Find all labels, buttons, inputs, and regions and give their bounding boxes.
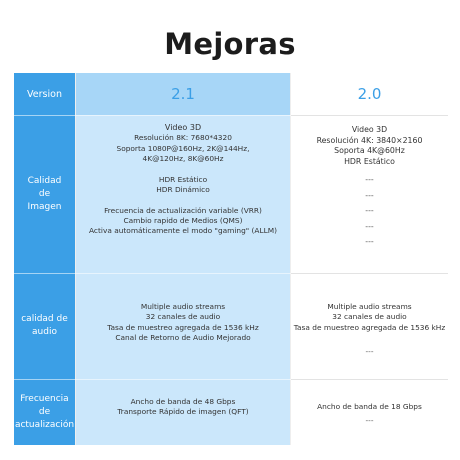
row-label-line: Imagen [27,201,62,212]
image-quality-v20-cell [291,125,448,250]
page-title: Mejoras [164,27,296,61]
not-supported-dash: --- [365,190,374,200]
feature-line: Soporta 4K@60Hz [334,146,405,156]
feature-line: HDR Dinámico [156,184,210,194]
feature-line: Video 3D [164,123,202,132]
refresh-rate-v20-cell [291,402,448,427]
feature-line: Tasa de muestreo agregada de 1536 kHz [293,322,446,332]
row-label-line: calidad de [21,314,68,324]
feature-line: Activa automáticamente el modo "gaming" (ALLM) [89,226,277,236]
feature-line: 32 canales de audio [332,312,407,322]
refresh-rate-v21-cell [76,397,290,418]
feature-line: Canal de Retorno de Audio Mejorado [115,332,251,342]
not-supported-dash: --- [365,206,374,216]
row-divider [291,115,448,116]
feature-line: Resolución 8K: 7680*4320 [134,133,232,143]
feature-line: Cambio rapido de Medios (QMS) [123,216,243,226]
not-supported-dash: --- [365,175,374,185]
row-label-line: Calidad [27,175,62,186]
feature-line: Multiple audio streams [327,302,412,311]
feature-line: Soporta 1080P@160Hz, 2K@144Hz, [116,143,250,153]
feature-line: Resolución 4K: 3840×2160 [316,135,423,145]
comparison-table [14,73,448,445]
feature-line: Transporte Rápido de imagen (QFT) [117,407,249,417]
image-quality-v21-cell [76,123,290,237]
row-label-audio-quality [14,273,75,379]
feature-line: HDR Estático [344,156,395,166]
not-supported-dash: --- [365,237,374,247]
not-supported-dash: --- [365,416,374,426]
row-divider [291,273,448,274]
row-label-image-quality [14,115,75,273]
feature-line: Frecuencia de actualización variable (VRR) [104,205,262,215]
feature-line: Ancho de banda de 18 Gbps [317,402,422,411]
feature-line: Tasa de muestreo agregada de 1536 kHz [107,322,259,332]
audio-quality-v20-cell [291,302,448,357]
row-label-line: audio [32,327,57,337]
version-20-label: 2.0 [357,85,382,103]
feature-line: 32 canales de audio [145,312,221,322]
audio-quality-v21-cell [76,302,290,343]
header-label-version: Version [27,88,62,100]
version-21-label: 2.1 [171,85,195,103]
row-label-line: actualización [14,419,75,430]
feature-line: HDR Estático [158,174,208,184]
feature-line: 4K@120Hz, 8K@60Hz [142,153,224,163]
not-supported-dash: --- [365,346,374,356]
row-label-refresh-rate [14,379,75,445]
row-label-line: Frecuencia de [20,393,69,417]
feature-line: Multiple audio streams [140,302,226,311]
not-supported-dash: --- [365,221,374,231]
feature-line: Video 3D [351,125,388,134]
row-divider [291,379,448,380]
feature-line: Ancho de banda de 48 Gbps [130,397,236,406]
row-label-line: de [38,188,51,199]
